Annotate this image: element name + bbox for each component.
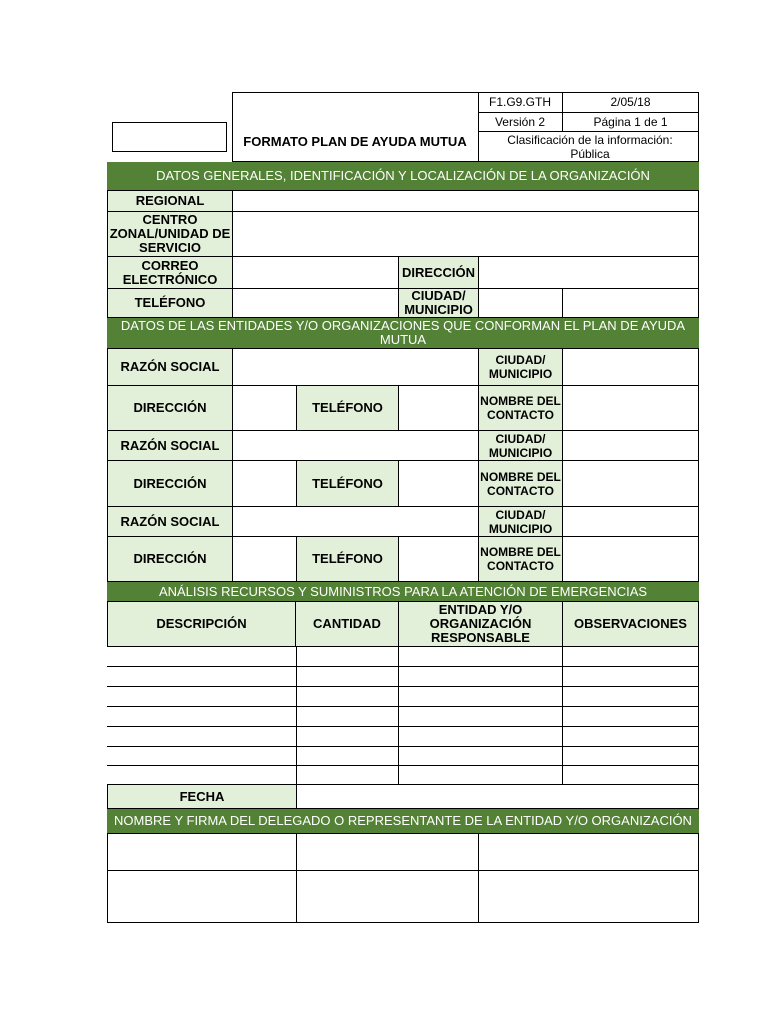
field-ciudad-extra[interactable] <box>563 289 698 317</box>
section-signatures-header: NOMBRE Y FIRMA DEL DELEGADO O REPRESENTANTE DE LA ENTIDAD Y/O ORGANIZACIÓN <box>107 809 699 833</box>
field-telefono-3[interactable] <box>399 537 478 581</box>
signature-field-1[interactable] <box>108 834 296 870</box>
field-regional[interactable] <box>233 191 698 211</box>
field-centro-zonal[interactable] <box>233 212 698 256</box>
label-fecha: FECHA <box>107 785 297 809</box>
field-direccion-2[interactable] <box>233 461 296 506</box>
field-contacto-3[interactable] <box>563 537 698 581</box>
field-contacto-1[interactable] <box>563 386 698 430</box>
signature-field-5[interactable] <box>297 871 478 922</box>
field-razon-social-3[interactable] <box>233 507 478 536</box>
label-ciudad-1: CIUDAD/ MUNICIPIO <box>479 349 562 385</box>
label-razon-social-3: RAZÓN SOCIAL <box>108 507 232 536</box>
form-version: Versión 2 <box>494 114 546 129</box>
label-direccion-2: DIRECCIÓN <box>108 461 232 506</box>
field-direccion[interactable] <box>479 257 698 288</box>
label-direccion-3: DIRECCIÓN <box>108 537 232 581</box>
col-descripcion: DESCRIPCIÓN <box>107 601 296 647</box>
label-contacto-2: NOMBRE DEL CONTACTO <box>479 461 562 506</box>
label-direccion-1: DIRECCIÓN <box>108 386 232 430</box>
logo-placeholder-box <box>112 122 227 152</box>
field-telefono[interactable] <box>233 289 398 317</box>
form-page: Página 1 de 1 <box>593 114 668 129</box>
label-contacto-3: NOMBRE DEL CONTACTO <box>479 537 562 581</box>
field-ciudad-1[interactable] <box>563 349 698 385</box>
form-title: FORMATO PLAN DE AYUDA MUTUA <box>243 134 467 149</box>
field-razon-social-2[interactable] <box>233 431 478 460</box>
label-centro-zonal: CENTRO ZONAL/UNIDAD DE SERVICIO <box>109 212 231 255</box>
field-direccion-1[interactable] <box>233 386 296 430</box>
signature-field-6[interactable] <box>479 871 698 922</box>
field-telefono-1[interactable] <box>399 386 478 430</box>
field-ciudad-2[interactable] <box>563 431 698 460</box>
label-ciudad: CIUDAD/ MUNICIPIO <box>399 289 478 317</box>
field-razon-social-1[interactable] <box>233 349 478 385</box>
label-ciudad-3: CIUDAD/ MUNICIPIO <box>479 507 562 536</box>
field-telefono-2[interactable] <box>399 461 478 506</box>
field-direccion-3[interactable] <box>233 537 296 581</box>
field-ciudad[interactable] <box>479 289 562 317</box>
label-telefono-1: TELÉFONO <box>297 386 398 430</box>
label-direccion: DIRECCIÓN <box>399 257 478 288</box>
col-cantidad: CANTIDAD <box>296 601 399 647</box>
label-razon-social-2: RAZÓN SOCIAL <box>108 431 232 460</box>
signature-field-3[interactable] <box>479 834 698 870</box>
label-telefono-3: TELÉFONO <box>297 537 398 581</box>
col-entidad-responsable: ENTIDAD Y/O ORGANIZACIÓN RESPONSABLE <box>399 601 563 647</box>
signature-field-2[interactable] <box>297 834 478 870</box>
form-code: F1.G9.GTH <box>488 95 551 109</box>
form-date: 2/05/18 <box>610 95 651 109</box>
form-classification: Clasificación de la información: Pública <box>507 133 673 161</box>
label-contacto-1: NOMBRE DEL CONTACTO <box>479 386 562 430</box>
field-correo[interactable] <box>233 257 398 288</box>
field-fecha[interactable] <box>296 785 699 809</box>
label-ciudad-2: CIUDAD/ MUNICIPIO <box>479 431 562 460</box>
label-regional: REGIONAL <box>108 191 232 211</box>
signature-field-4[interactable] <box>108 871 296 922</box>
section-resources-header: ANÁLISIS RECURSOS Y SUMINISTROS PARA LA ATENCIÓN DE EMERGENCIAS <box>107 582 699 601</box>
label-correo: CORREO ELECTRÓNICO <box>108 257 232 288</box>
label-telefono: TELÉFONO <box>108 289 232 317</box>
label-razon-social-1: RAZÓN SOCIAL <box>108 349 232 385</box>
label-telefono-2: TELÉFONO <box>297 461 398 506</box>
field-contacto-2[interactable] <box>563 461 698 506</box>
col-observaciones: OBSERVACIONES <box>563 601 699 647</box>
field-ciudad-3[interactable] <box>563 507 698 536</box>
section-general-data-header: DATOS GENERALES, IDENTIFICACIÓN Y LOCALIZACIÓN DE LA ORGANIZACIÓN <box>107 162 699 190</box>
section-entities-header: DATOS DE LAS ENTIDADES Y/O ORGANIZACIONES QUE CONFORMAN EL PLAN DE AYUDA MUTUA <box>107 318 699 348</box>
